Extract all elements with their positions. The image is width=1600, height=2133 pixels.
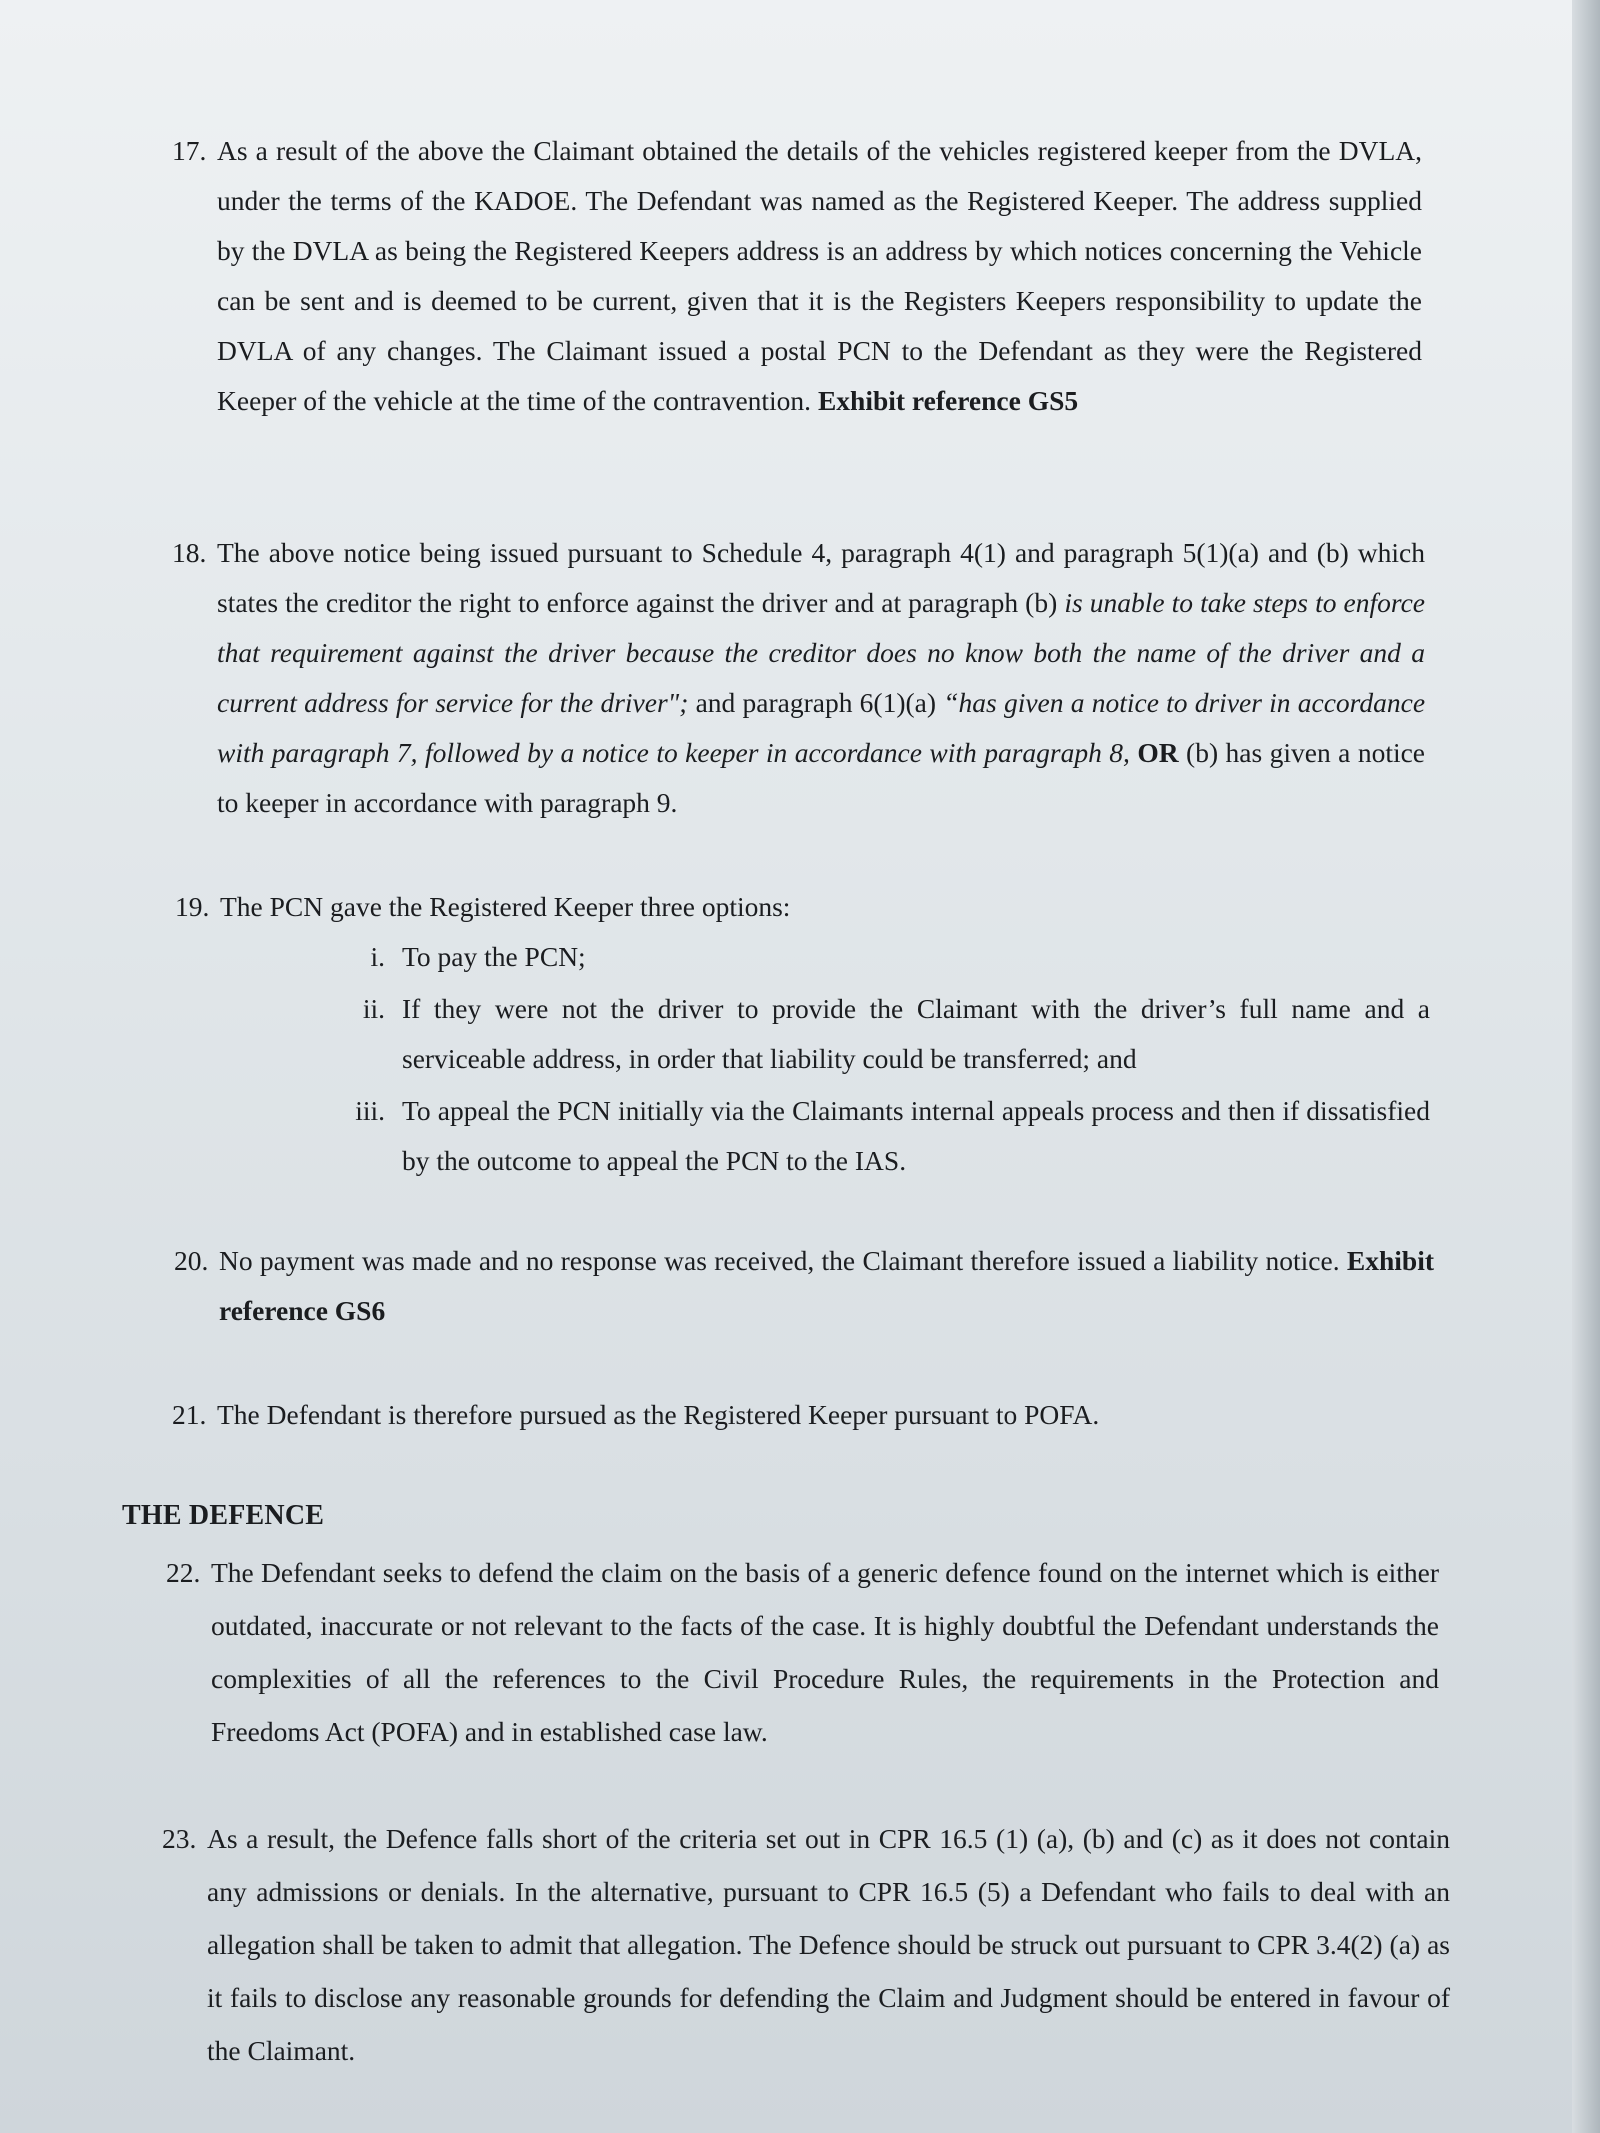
paragraph-18 <box>172 528 1426 828</box>
paragraph-text-c: (b) has given a notice to keeper in accordance with paragraph 9. <box>217 737 1426 818</box>
paragraph-text: As a result of the above the Claimant obtained the details of the vehicles registered keeper from the DVLA, under the terms of the KADOE. The Defendant was named as the Registered Keeper. The address supplied by the DVLA as being the Registered Keepers address is an address by which notices concerning the Vehicle can be sent and is deemed to be current, given that it is the Registers Keepers responsibility to update the DVLA of any changes. The Claimant issued a postal PCN to the Defendant as they were the Registered Keeper of the vehicle at the time of the contravention. <box>217 135 1422 416</box>
paragraph-number: 17. <box>172 135 207 166</box>
paragraph-number: 23. <box>162 1823 197 1854</box>
list-item-number: ii. <box>362 993 385 1024</box>
paragraph-text: The Defendant is therefore pursued as the Registered Keeper pursuant to POFA. <box>217 1399 1100 1430</box>
options-list <box>340 932 1430 1188</box>
list-item-text: To appeal the PCN initially via the Claimants internal appeals process and then if dissatisfied by the outcome to appeal the PCN to the IAS. <box>402 1095 1430 1176</box>
paragraph-number: 19. <box>175 891 210 922</box>
quoted-text-a: is unable to take steps to enforce that requirement against the driver because the creditor does no know both the name of the driver and a current address for service for the driver"; <box>217 587 1425 718</box>
paragraph-text-a: The above notice being issued pursuant to Schedule 4, paragraph 4(1) and paragraph 5(1)(a) and (b) which states the creditor the right to enforce against the driver and at paragraph (b) <box>217 537 1425 618</box>
paragraph-21 <box>172 1390 1432 1440</box>
section-heading-defence: THE DEFENCE <box>122 1500 325 1531</box>
list-item <box>340 932 1430 982</box>
paragraph-text: As a result, the Defence falls short of the criteria set out in CPR 16.5 (1) (a), (b) and (c) as it does not contain any admissions or denials. In the alternative, pursuant to CPR 16.5 (5) a Defendant who fails to deal with an allegation shall be taken to admit that allegation. The Defence should be struck out pursuant to CPR 3.4(2) (a) as it fails to disclose any reasonable grounds for defending the Claim and Judgment should be entered in favour of the Claimant. <box>207 1823 1450 2066</box>
list-item <box>340 984 1430 1084</box>
list-item-number: iii. <box>355 1095 385 1126</box>
exhibit-reference: Exhibit reference GS6 <box>219 1245 1435 1326</box>
paragraph-text: The PCN gave the Registered Keeper three options: <box>220 891 791 922</box>
paragraph-text: No payment was made and no response was received, the Claimant therefore issued a liability notice. <box>219 1245 1340 1276</box>
exhibit-reference: Exhibit reference GS5 <box>817 385 1079 416</box>
list-item <box>340 1086 1430 1186</box>
paragraph-19 <box>175 882 1420 932</box>
bold-or: OR <box>1137 737 1179 768</box>
list-item-text: If they were not the driver to provide the Claimant with the driver’s full name and a serviceable address, in order that liability could be transferred; and <box>402 993 1430 1074</box>
list-item-number: i. <box>370 941 385 972</box>
paragraph-text: The Defendant seeks to defend the claim on the basis of a generic defence found on the internet which is either outdated, inaccurate or not relevant to the facts of the case. It is highly doubtful the Defendant understands the complexities of all the references to the Civil Procedure Rules, the requirements in the Protection and Freedoms Act (POFA) and in established case law. <box>211 1557 1439 1747</box>
paragraph-number: 22. <box>166 1557 201 1588</box>
paragraph-20 <box>174 1236 1435 1336</box>
paragraph-17 <box>172 126 1422 426</box>
paragraph-number: 20. <box>174 1245 209 1276</box>
paragraph-number: 18. <box>172 537 207 568</box>
paragraph-number: 21. <box>172 1399 207 1430</box>
quoted-text-b: “has given a notice to driver in accordance with paragraph 7, followed by a notice to keeper in accordance with paragraph 8, <box>217 687 1426 768</box>
paragraph-22 <box>166 1546 1439 1758</box>
paragraph-23 <box>162 1812 1450 2077</box>
paragraph-text-b: and paragraph 6(1)(a) <box>695 687 937 718</box>
list-item-text: To pay the PCN; <box>402 941 586 972</box>
page-edge-shadow <box>1572 0 1600 2133</box>
